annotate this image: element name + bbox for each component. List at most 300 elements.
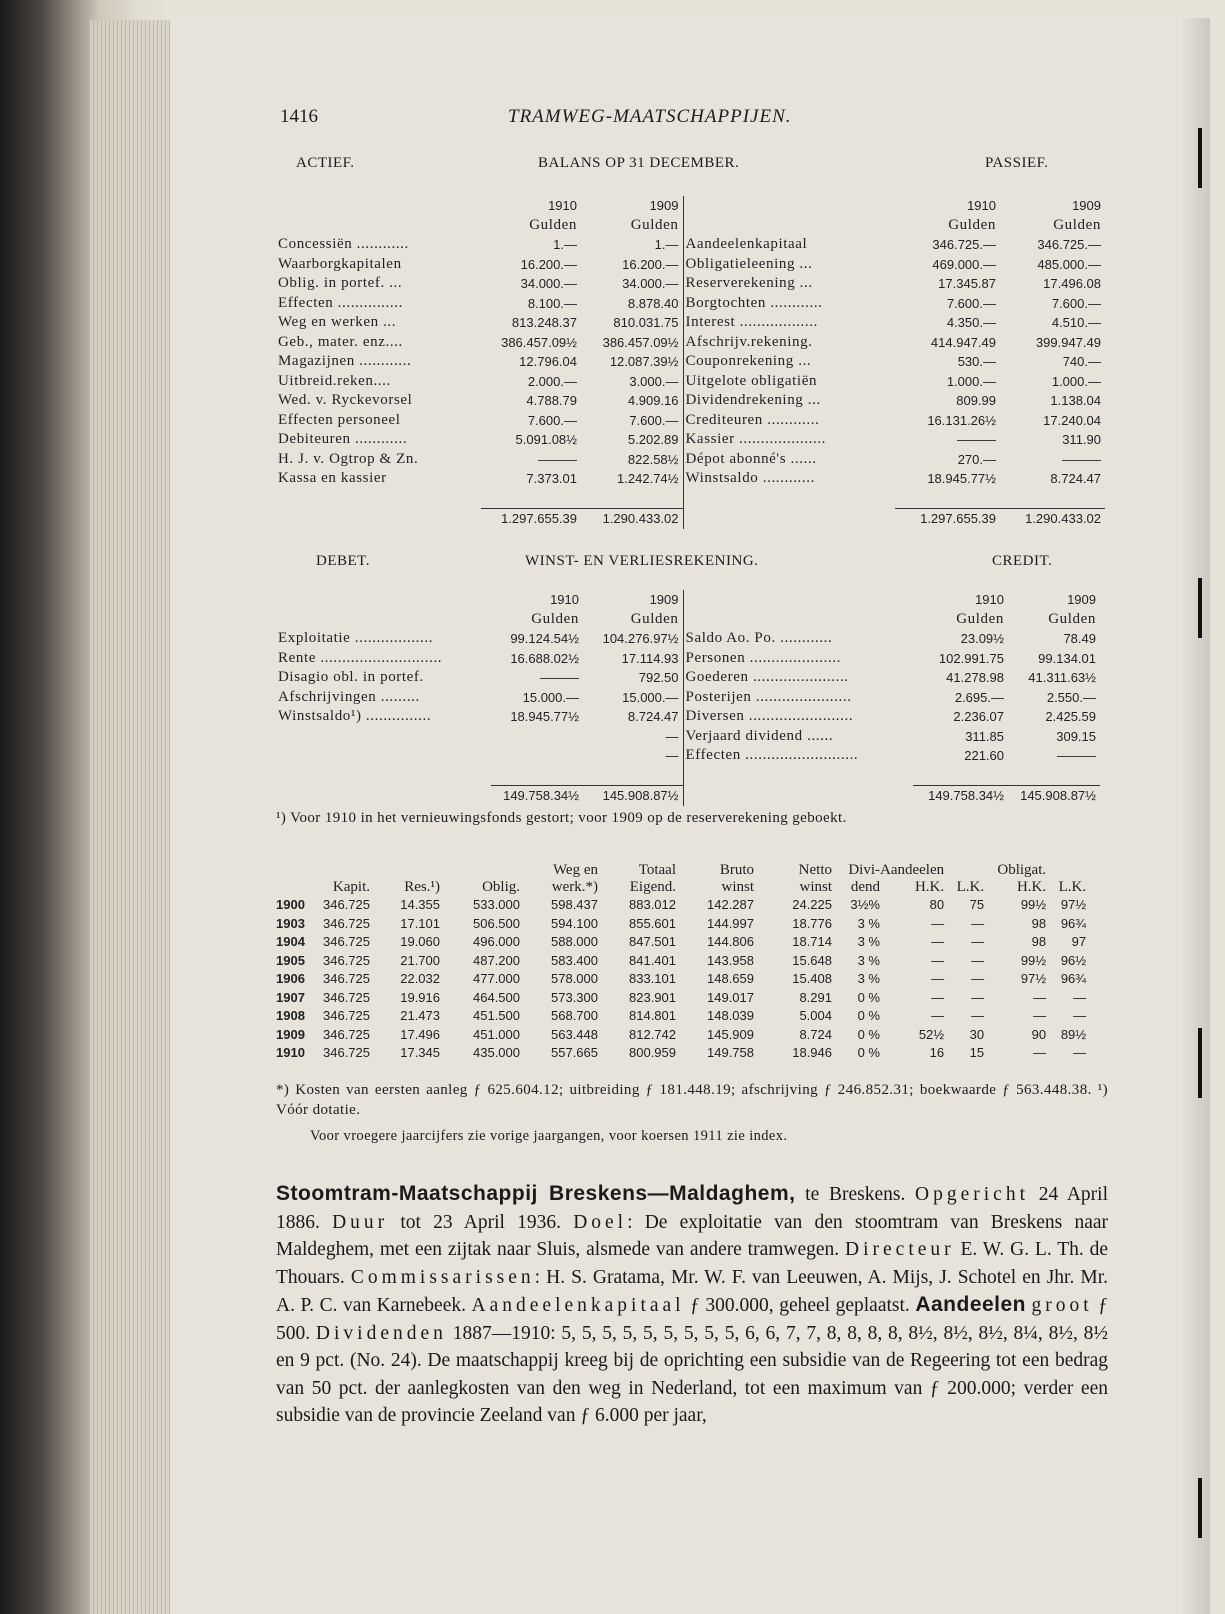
- table-cell: Weg en werken ...: [278, 314, 397, 330]
- table-cell: 14.355: [400, 897, 440, 912]
- table-cell: 4.909.16: [627, 393, 679, 408]
- table-cell: 80: [929, 897, 945, 912]
- table-cell: Divi-: [848, 862, 880, 878]
- table-cell: —: [971, 915, 985, 931]
- table-cell: Afschrijvingen .........: [278, 688, 420, 705]
- table-cell: Uitgelote obligatiën: [683, 372, 895, 392]
- text-span: E. W. G. L. Th. de Thouars.: [276, 1239, 1108, 1288]
- table-cell: Bruto: [719, 862, 754, 878]
- table-cell: —: [971, 934, 985, 949]
- table-row: [276, 294, 1105, 314]
- table-row: [276, 989, 1086, 1008]
- table-cell: Obligatieleening ...: [683, 255, 895, 275]
- table-cell: Winstsaldo¹) ...............: [278, 708, 432, 724]
- table-cell: H.K.: [914, 879, 945, 895]
- table-cell: ———: [538, 451, 577, 467]
- table-cell: 5.202.89: [627, 432, 679, 447]
- table-cell: 17.240.04: [1043, 412, 1101, 428]
- history-note-2: Voor vroegere jaarcijfers zie vorige jaargangen, voor koersen 1911 zie index.: [310, 1128, 788, 1144]
- table-cell: —: [971, 952, 985, 968]
- table-cell: 99½: [1020, 952, 1047, 968]
- table-cell: 800.959: [629, 1045, 676, 1060]
- table-row: [276, 970, 1086, 989]
- table-cell: —: [971, 989, 985, 1005]
- table-cell: Wed. v. Ryckevorsel: [278, 392, 413, 408]
- table-cell: 3 %: [857, 971, 880, 986]
- table-cell: 583.400: [551, 952, 598, 968]
- table-cell: 7.373.01: [526, 471, 577, 486]
- table-cell: 594.100: [551, 915, 598, 931]
- text-span: Commissarissen: [350, 1266, 535, 1288]
- table-cell: [683, 786, 913, 806]
- table-cell: 4.350.—: [946, 315, 996, 330]
- table-cell: [683, 196, 895, 216]
- text-span: Doel: [573, 1211, 628, 1233]
- table-row: [276, 707, 1100, 727]
- balance-left-caption: ACTIEF.: [296, 155, 355, 171]
- table-cell: Kassa en kassier: [278, 470, 387, 486]
- text-span: : H. S. Gratama, Mr. W. F. van Leeuwen, A. Mijs, J. Schotel en Jhr. Mr. A. P. C. van Karnebeek.: [276, 1266, 1108, 1316]
- table-cell: Kassier ....................: [683, 430, 895, 450]
- table-cell: 16.200.—: [520, 256, 577, 272]
- table-cell: [491, 727, 583, 747]
- table-cell: winst: [799, 879, 832, 895]
- table-cell: 1907: [276, 989, 305, 1005]
- balance-right-caption: PASSIEF.: [985, 155, 1049, 171]
- pl-right-caption: CREDIT.: [992, 553, 1053, 569]
- total-1910: 1.297.655.39: [481, 509, 581, 529]
- table-cell: 98: [1031, 934, 1047, 949]
- table-cell: 841.401: [629, 952, 676, 968]
- table-cell: 1910: [975, 592, 1004, 607]
- table-cell: 148.039: [707, 1008, 754, 1023]
- table-cell: 17.496: [400, 1026, 440, 1042]
- table-cell: Effecten ...............: [278, 294, 403, 311]
- table-row: [276, 255, 1105, 275]
- text-span: Duur: [332, 1211, 389, 1233]
- table-cell: 4.788.79: [526, 393, 577, 408]
- table-cell: 21.473: [400, 1008, 440, 1023]
- table-cell: —: [931, 989, 945, 1005]
- table-cell: 557.665: [551, 1045, 598, 1060]
- table-cell: Uitbreid.reken....: [278, 372, 391, 389]
- table-cell: Aandeelenkapitaal: [683, 235, 895, 255]
- table-cell: Verjaard dividend ......: [683, 727, 913, 747]
- table-cell: 16.131.26½: [927, 412, 996, 428]
- table-row: [276, 333, 1105, 353]
- table-cell: [276, 489, 481, 509]
- table-cell: 8.724.47: [1050, 471, 1101, 486]
- text-span: Aandeelen: [915, 1293, 1027, 1316]
- table-cell: 2.550.—: [1046, 689, 1096, 705]
- table-cell: 1903: [276, 915, 305, 931]
- table-cell: 1909: [1067, 592, 1096, 607]
- table-cell: 18.945.77½: [510, 709, 579, 724]
- table-cell: 346.725: [323, 971, 370, 986]
- table-cell: 149.017: [707, 989, 754, 1005]
- unit-label: Gulden: [948, 216, 996, 233]
- company-entry: [276, 1180, 1108, 1430]
- table-cell: 1.138.04: [1050, 393, 1101, 408]
- scan-mark: [1198, 128, 1202, 188]
- table-cell: 96½: [1060, 952, 1087, 968]
- table-cell: Magazijnen ............: [278, 353, 412, 369]
- text-span: ƒ 300.000, geheel geplaatst.: [684, 1295, 916, 1316]
- table-cell: 1.—: [553, 237, 577, 252]
- table-cell: 3½%: [850, 897, 880, 912]
- pl-left-caption: DEBET.: [316, 553, 370, 569]
- table-cell: 2.695.—: [954, 689, 1004, 705]
- table-cell: 0 %: [857, 1026, 880, 1042]
- table-cell: 21.700: [400, 952, 440, 968]
- table-cell: Crediteuren ............: [683, 411, 895, 431]
- table-cell: Posterijen ......................: [683, 688, 913, 708]
- table-cell: 104.276.97½: [602, 631, 679, 646]
- table-cell: 41.311.63½: [1028, 670, 1096, 685]
- table-cell: 22.032: [400, 971, 440, 986]
- table-cell: [1046, 862, 1086, 879]
- table-cell: 16.688.02½: [510, 650, 579, 666]
- table-cell: 311.90: [1062, 432, 1101, 447]
- table-row: [276, 668, 1100, 688]
- table-row: [276, 411, 1105, 431]
- table-cell: 142.287: [707, 897, 754, 912]
- table-cell: Oblig. in portef. ...: [278, 275, 403, 291]
- pl-title: WINST- EN VERLIESREKENING.: [525, 553, 759, 569]
- table-cell: 15.000.—: [622, 689, 679, 705]
- table-cell: [683, 216, 895, 236]
- table-cell: 1.000.—: [946, 373, 996, 389]
- table-cell: [276, 727, 491, 747]
- table-cell: 346.725: [323, 897, 370, 912]
- table-cell: ———: [1057, 748, 1096, 763]
- table-cell: 5.004: [799, 1008, 832, 1023]
- table-cell: 1909: [276, 1026, 305, 1042]
- table-cell: 19.060: [400, 934, 440, 949]
- table-cell: 477.000: [473, 971, 520, 986]
- table-cell: 823.901: [629, 989, 676, 1005]
- table-cell: 15.408: [792, 971, 832, 986]
- table-cell: 346.725: [323, 989, 370, 1005]
- table-cell: 814.801: [629, 1008, 676, 1023]
- table-cell: 399.947.49: [1035, 334, 1101, 350]
- table-cell: Kapit.: [332, 879, 370, 895]
- text-span: tot 23 April 1936.: [388, 1211, 574, 1233]
- table-cell: 506.500: [473, 915, 520, 931]
- page-number: 1416: [280, 106, 318, 127]
- table-cell: 96¾: [1060, 971, 1087, 986]
- table-cell: [491, 766, 583, 786]
- text-span: : De exploitatie van den stoomtram van Breskens naar Maldeghem, met een zijtak naar Sluis, alsmede van andere tramwegen.: [276, 1211, 1109, 1260]
- table-cell: 2.000.—: [527, 373, 577, 389]
- unit-label: Gulden: [529, 216, 577, 233]
- table-cell: dend: [850, 879, 880, 895]
- table-row: [276, 274, 1105, 294]
- table-cell: Goederen ......................: [683, 668, 913, 688]
- table-cell: —: [665, 748, 679, 763]
- table-cell: 97½: [1060, 897, 1087, 912]
- table-cell: Gulden: [956, 610, 1004, 627]
- table-cell: 386.457.09½: [602, 334, 679, 350]
- table-cell: Debiteuren ............: [278, 431, 408, 447]
- table-cell: Diversen ........................: [683, 707, 913, 727]
- table-cell: 18.776: [792, 915, 832, 931]
- unit-label: Gulden: [1053, 216, 1101, 233]
- table-cell: 34.000.—: [622, 276, 679, 291]
- table-cell: 485.000.—: [1037, 256, 1101, 272]
- table-cell: 34.000.—: [520, 276, 577, 291]
- table-cell: —: [931, 915, 945, 931]
- table-cell: 309.15: [1056, 728, 1096, 744]
- table-cell: 144.997: [707, 915, 754, 931]
- table-cell: 496.000: [473, 934, 520, 949]
- table-cell: [370, 862, 440, 879]
- table-row: [276, 235, 1105, 255]
- table-cell: 414.947.49: [930, 334, 996, 350]
- table-cell: Exploitatie ..................: [278, 630, 434, 646]
- table-row: [276, 391, 1105, 411]
- header-row: [276, 862, 1086, 879]
- table-cell: Rente ............................: [278, 649, 443, 666]
- table-cell: Gulden: [1048, 610, 1096, 627]
- table-cell: 99.134.01: [1038, 650, 1096, 666]
- text-span: 1887—1910: 5, 5, 5, 5, 5, 5, 5, 5, 5, 6, 6, 7, 7, 8, 8, 8, 8, 8½, 8½, 8½, 8¼, 8½, 8½ en 9 pct. (No. 24). De maatschappij kreeg bij de oprichting een subsidie van de Regeering tot een bedrag van 50 pct. der aanlegkosten van den weg in Nederland, tot een maximum van ƒ 200.000; verder een subsidie van de provincie Zeeland van ƒ 6.000 per jaar,: [276, 1322, 1109, 1426]
- table-cell: 17.345: [400, 1045, 440, 1060]
- running-title: TRAMWEG-MAATSCHAPPIJEN.: [508, 106, 792, 127]
- table-row: [276, 727, 1100, 747]
- table-cell: 1905: [276, 952, 305, 968]
- table-row: [276, 352, 1105, 372]
- scan-mark: [1198, 1478, 1202, 1538]
- table-cell: [276, 746, 491, 766]
- table-cell: Netto: [798, 862, 832, 878]
- year-1909: 1909: [1072, 198, 1101, 213]
- table-cell: Concessiën ............: [278, 236, 409, 252]
- table-cell: 346.725: [323, 1008, 370, 1023]
- table-cell: 563.448: [551, 1026, 598, 1042]
- table-row: [276, 610, 1100, 630]
- table-cell: 270.—: [957, 451, 996, 467]
- table-cell: [1000, 489, 1105, 509]
- table-cell: 0 %: [857, 989, 880, 1005]
- table-cell: Aandeelen: [880, 862, 945, 878]
- table-cell: Obligat.: [997, 862, 1047, 878]
- table-cell: 90: [1031, 1026, 1047, 1042]
- table-cell: [276, 509, 481, 529]
- profit-loss-table: [276, 590, 1100, 806]
- table-cell: 99.124.54½: [510, 631, 579, 646]
- table-cell: Totaal: [638, 862, 676, 878]
- text-span: Dividenden: [315, 1322, 447, 1344]
- table-row: [276, 590, 1100, 610]
- table-cell: [895, 489, 1000, 509]
- table-cell: —: [931, 971, 945, 986]
- text-span: ƒ 500.: [276, 1295, 1108, 1344]
- page-edges: [90, 20, 180, 1614]
- total-row: [276, 786, 1100, 806]
- table-cell: [683, 509, 895, 529]
- table-row: [276, 469, 1105, 489]
- table-cell: 221.60: [964, 748, 1004, 763]
- text-span: groot: [1031, 1295, 1093, 1316]
- table-cell: ———: [1062, 451, 1101, 467]
- table-cell: Borgtochten ............: [683, 294, 895, 314]
- year-1910: 1910: [548, 198, 577, 213]
- table-cell: [276, 786, 491, 806]
- table-cell: 4.510.—: [1051, 315, 1101, 330]
- total-1909: 1.290.433.02: [581, 509, 683, 529]
- table-row: [276, 216, 1105, 236]
- table-cell: 3.000.—: [629, 373, 679, 389]
- table-cell: —: [1073, 1008, 1087, 1023]
- table-cell: 97: [1071, 934, 1087, 949]
- table-cell: 143.958: [707, 952, 754, 968]
- table-cell: —: [971, 971, 985, 986]
- table-cell: 1909: [649, 592, 679, 607]
- table-cell: Dividendrekening ...: [683, 391, 895, 411]
- text-span: 24 April 1886.: [276, 1184, 1109, 1233]
- table-cell: 1.000.—: [1051, 373, 1101, 389]
- table-cell: 75: [969, 897, 985, 912]
- table-cell: 451.500: [473, 1008, 520, 1023]
- pl-footnote: ¹) Voor 1910 in het vernieuwingsfonds gestort; voor 1909 op de reserverekening geboekt.: [276, 810, 847, 826]
- table-cell: 18.945.77½: [927, 471, 996, 486]
- table-cell: 102.991.75: [938, 650, 1004, 666]
- table-row: [276, 313, 1105, 333]
- table-cell: 0 %: [857, 1008, 880, 1023]
- table-cell: 2.425.59: [1045, 709, 1096, 724]
- history-table: [276, 862, 1086, 1063]
- table-cell: 346.725: [323, 952, 370, 968]
- table-cell: ———: [540, 670, 579, 685]
- balance-title: BALANS OP 31 DECEMBER.: [538, 155, 740, 171]
- table-row: [276, 629, 1100, 649]
- table-cell: 7.600.—: [946, 295, 996, 311]
- table-cell: 7.600.—: [629, 412, 679, 428]
- table-row: [276, 489, 1105, 509]
- table-cell: —: [1073, 989, 1087, 1005]
- table-cell: [276, 879, 314, 896]
- table-cell: 30: [969, 1026, 985, 1042]
- table-cell: Gulden: [531, 610, 579, 627]
- company-name: Stoomtram-Maatschappij Breskens—Maldaghem,: [276, 1182, 796, 1205]
- table-cell: 346.725: [323, 934, 370, 949]
- table-cell: 1908: [276, 1008, 305, 1023]
- table-cell: 578.000: [551, 971, 598, 986]
- table-cell: [683, 610, 913, 630]
- total-1910: 1.297.655.39: [895, 509, 1000, 529]
- table-cell: Effecten ..........................: [683, 746, 913, 766]
- table-cell: 8.724: [799, 1026, 832, 1042]
- table-cell: [683, 489, 895, 509]
- table-cell: 1906: [276, 971, 305, 986]
- table-cell: 149.758: [707, 1045, 754, 1060]
- table-cell: 96¾: [1060, 915, 1087, 931]
- table-cell: 97½: [1020, 971, 1047, 986]
- text-span: Directeur: [845, 1239, 955, 1260]
- total-row: [276, 509, 1105, 529]
- table-cell: 15.000.—: [522, 689, 579, 705]
- table-cell: 0 %: [857, 1045, 880, 1060]
- table-cell: 812.742: [629, 1026, 676, 1042]
- table-cell: [314, 862, 370, 879]
- table-cell: [491, 746, 583, 766]
- table-row: [276, 430, 1105, 450]
- table-cell: 3 %: [857, 915, 880, 931]
- table-cell: werk.*): [551, 879, 598, 895]
- table-cell: 24.225: [792, 897, 832, 912]
- table-cell: L.K.: [956, 879, 985, 895]
- table-cell: 346.725.—: [932, 237, 996, 252]
- balance-sheet: [276, 196, 1105, 529]
- table-cell: [276, 216, 481, 236]
- table-cell: 144.806: [707, 934, 754, 949]
- table-cell: 530.—: [957, 354, 996, 369]
- table-cell: —: [1033, 989, 1047, 1005]
- table-cell: 1.242.74½: [617, 471, 679, 486]
- table-cell: 5.091.08½: [515, 432, 577, 447]
- table-cell: 78.49: [1063, 631, 1096, 646]
- table-cell: Oblig.: [482, 879, 520, 895]
- table-cell: 451.000: [473, 1026, 520, 1042]
- table-cell: Reserverekening ...: [683, 274, 895, 294]
- table-cell: 810.031.75: [613, 315, 679, 330]
- table-cell: L.K.: [1058, 879, 1087, 895]
- table-cell: 1910: [276, 1045, 305, 1060]
- table-cell: 8.100.—: [527, 295, 577, 311]
- table-cell: 8.724.47: [627, 709, 679, 724]
- table-cell: 792.50: [638, 670, 679, 685]
- table-cell: 3 %: [857, 952, 880, 968]
- table-cell: Effecten personeel: [278, 411, 401, 428]
- table-row: [276, 196, 1105, 216]
- table-cell: 7.600.—: [1051, 295, 1101, 311]
- table-cell: [276, 196, 481, 216]
- table-cell: 12.087.39½: [609, 354, 679, 369]
- table-cell: 19.916: [400, 989, 440, 1005]
- table-cell: 1910: [550, 592, 579, 607]
- table-cell: Eigend.: [629, 879, 676, 895]
- table-cell: Waarborgkapitalen: [278, 255, 402, 272]
- table-cell: 2.236.07: [953, 709, 1004, 724]
- table-cell: —: [1073, 1045, 1087, 1060]
- table-row: [276, 746, 1100, 766]
- table-cell: 148.659: [707, 971, 754, 986]
- table-cell: —: [931, 952, 945, 968]
- table-cell: 15.648: [792, 952, 832, 968]
- table-cell: H. J. v. Ogtrop & Zn.: [278, 450, 419, 467]
- table-cell: 573.300: [551, 989, 598, 1005]
- table-cell: 7.600.—: [527, 412, 577, 428]
- table-row: [276, 915, 1086, 934]
- table-cell: [944, 862, 984, 879]
- table-cell: 23.09½: [960, 631, 1004, 646]
- year-1910: 1910: [967, 198, 996, 213]
- table-cell: winst: [721, 879, 754, 895]
- table-cell: —: [931, 1008, 945, 1023]
- table-cell: 8.878.40: [627, 295, 679, 311]
- table-cell: 346.725.—: [1037, 237, 1101, 252]
- year-1909: 1909: [649, 198, 679, 213]
- table-cell: Dépot abonné's ......: [683, 450, 895, 470]
- table-cell: 487.200: [473, 952, 520, 968]
- table-row: [276, 896, 1086, 915]
- table-cell: Afschrijv.rekening.: [683, 333, 895, 353]
- table-cell: 847.501: [629, 934, 676, 949]
- table-cell: 435.000: [473, 1045, 520, 1060]
- table-cell: H.K.: [1016, 879, 1047, 895]
- table-cell: Personen .....................: [683, 649, 913, 669]
